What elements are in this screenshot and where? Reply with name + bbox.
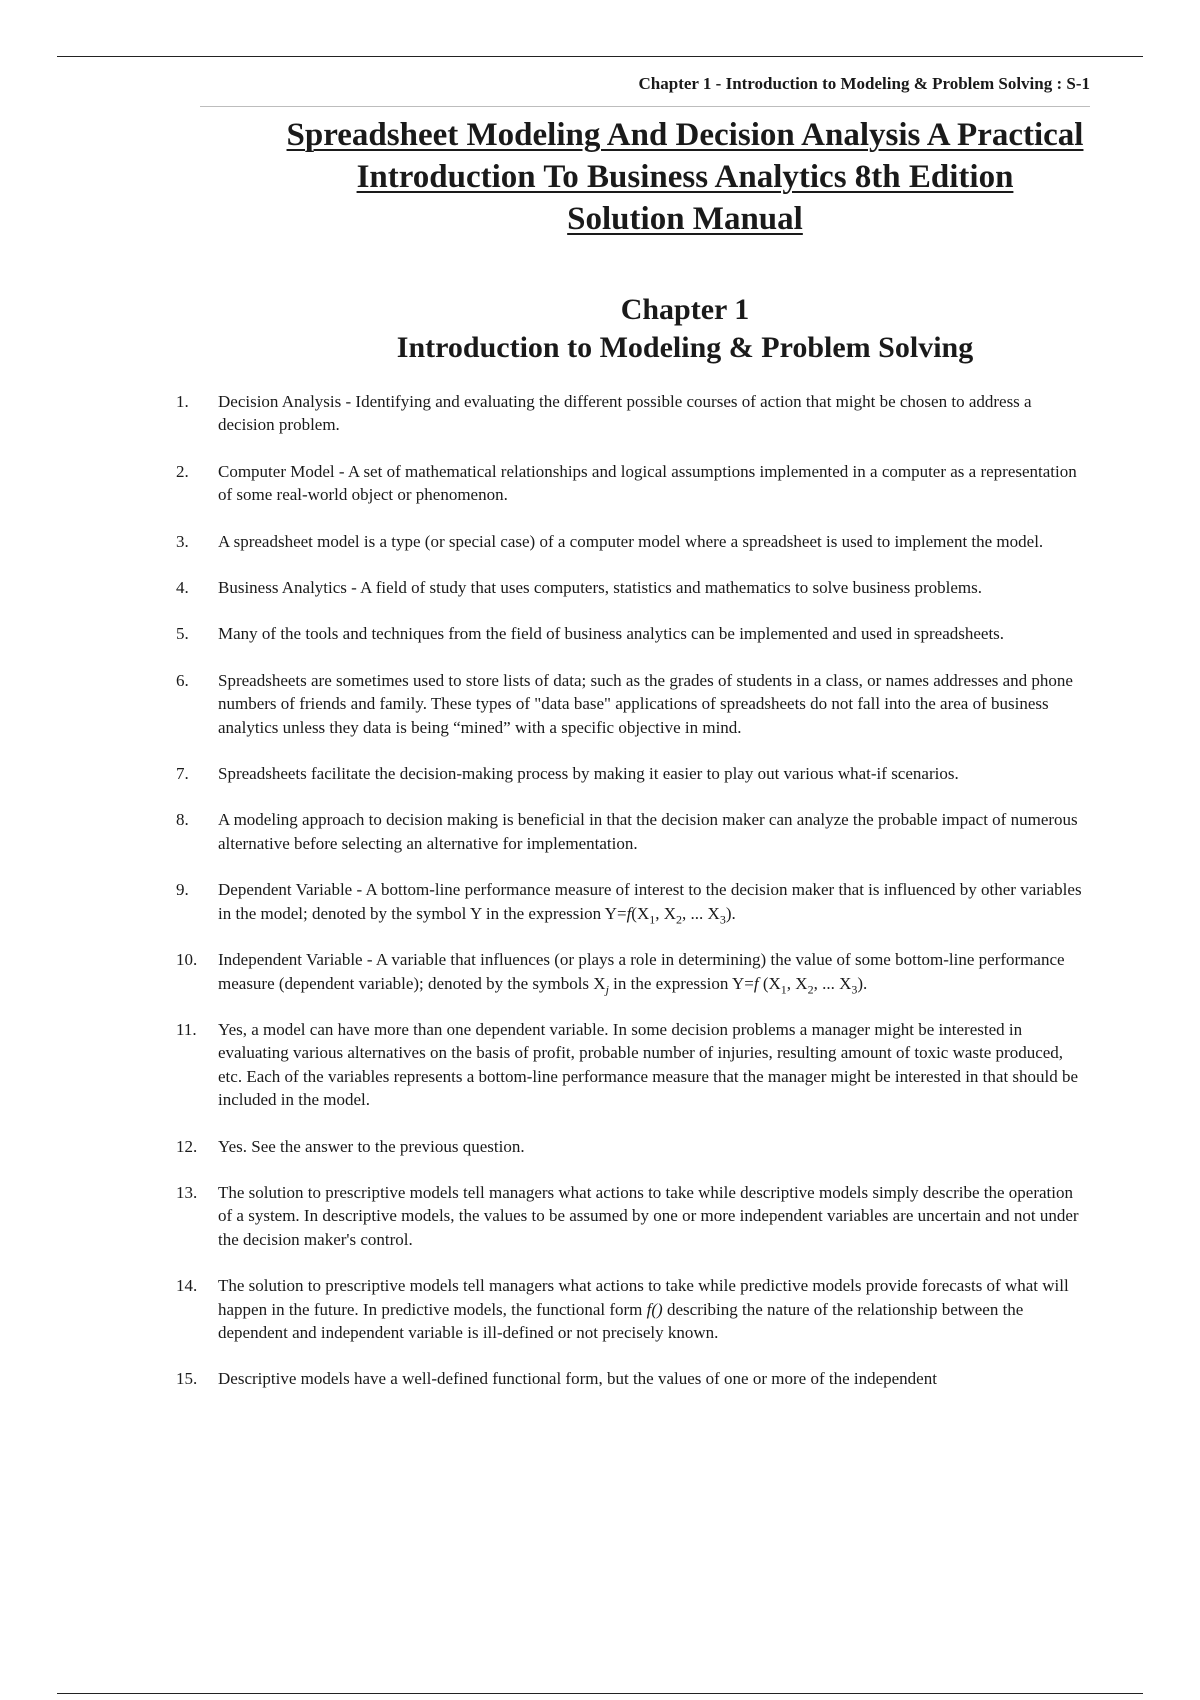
answer-list [176, 390, 1091, 1414]
document-title-line-2: Introduction To Business Analytics 8th Edition [356, 159, 1014, 195]
item-text: Dependent Variable - A bottom-line performance measure of interest to the decision maker that is influenced by other variables in the model; denoted by the symbol Y in the expression $Y=f(X_1$, $X_2$, ... $X_3$). [218, 880, 1082, 927]
item-text: The solution to prescriptive models tell managers what actions to take while descriptive models simply describe the operation of a system. In descriptive models, the values to be assumed by one or more independent variables are uncertain and not under the decision maker's control. [218, 1182, 1079, 1249]
item-text: A modeling approach to decision making is beneficial in that the decision maker can analyze the probable impact of numerous alternative before selecting an alternative for implementation. [218, 810, 1078, 853]
list-item [176, 1367, 1091, 1390]
chapter-name: Introduction to Modeling & Problem Solving [396, 331, 974, 364]
item-text: Decision Analysis - Identifying and evaluating the different possible courses of action that might be chosen to address a decision problem. [218, 392, 1032, 435]
item-text: Many of the tools and techniques from the field of business analytics can be implemented and used in spreadsheets. [218, 624, 1005, 644]
page-bottom-rule [57, 1693, 1143, 1694]
list-item [176, 460, 1091, 507]
item-text: Computer Model - A set of mathematical relationships and logical assumptions implemented in a computer as a representation of some real-world object or phenomenon. [218, 461, 1077, 505]
item-number: 3. [176, 531, 189, 551]
item-text: Spreadsheets facilitate the decision-making process by making it easier to play out various what-if scenarios. [218, 764, 959, 784]
item-text: Yes, a model can have more than one dependent variable. In some decision problems a manager might be interested in evaluating various alternatives on the basis of profit, probable number of injuries, resulting amount of toxic waste produced, etc. Each of the variables represents a bottom-line performance measure that the manager might be interested in that should be included in the model. [218, 1019, 1079, 1110]
list-item [176, 1018, 1091, 1112]
item-text: Spreadsheets are sometimes used to store lists of data; such as the grades of students in a class, or names addresses and phone numbers of friends and family. These types of "data base" applications of spreadsheets do not fall into the area of business analytics unless they data is being “mined” with a specific objective in mind. [218, 670, 1073, 737]
document-title-line-1: Spreadsheet Modeling And Decision Analysis A Practical [286, 117, 1084, 153]
chapter-number: Chapter 1 [620, 293, 750, 326]
document-title [200, 114, 1170, 240]
list-item [176, 669, 1091, 739]
item-number: 13. [176, 1182, 198, 1202]
item-number: 10. [176, 950, 198, 970]
item-number: 5. [176, 624, 189, 644]
list-item [176, 622, 1091, 645]
list-item [176, 576, 1091, 599]
running-header: Chapter 1 - Introduction to Modeling & Problem Solving : S-1 [638, 74, 1090, 93]
list-item [176, 390, 1091, 437]
chapter-heading [200, 291, 1170, 367]
item-text: A spreadsheet model is a type (or special case) of a computer model where a spreadsheet is used to implement the model. [218, 531, 1044, 551]
list-item [176, 948, 1091, 995]
item-number: 4. [176, 578, 189, 598]
item-number: 8. [176, 810, 189, 830]
list-item [176, 530, 1091, 553]
item-text: Yes. See the answer to the previous question. [218, 1136, 525, 1156]
list-item [176, 762, 1091, 785]
list-item [176, 1135, 1091, 1158]
running-header-rule [200, 106, 1090, 107]
item-number: 14. [176, 1276, 198, 1296]
item-number: 11. [176, 1019, 197, 1039]
item-text: The solution to prescriptive models tell managers what actions to take while predictive models provide forecasts of what will happen in the future. In predictive models, the functional form f() describing the nature of the relationship between the dependent and independent variable is ill-defined or not precisely known. [218, 1276, 1069, 1342]
item-number: 12. [176, 1136, 198, 1156]
list-item [176, 1181, 1091, 1251]
list-item [176, 808, 1091, 855]
item-text: Independent Variable - A variable that influences (or plays a role in determining) the value of some bottom-line performance measure (dependent variable); denoted by the symbols $X_j$ in the expression Y=f ($X_1$, $X_2$, ... $X_3$). [218, 950, 1065, 996]
item-number: 7. [176, 764, 189, 784]
item-text: Business Analytics - A field of study that uses computers, statistics and mathematics to solve business problems. [218, 578, 982, 598]
item-number: 2. [176, 461, 189, 481]
page-top-rule [57, 56, 1143, 57]
item-number: 6. [176, 670, 189, 690]
item-number: 1. [176, 392, 189, 411]
item-number: 15. [176, 1369, 198, 1389]
list-item [176, 878, 1091, 925]
list-item [176, 1274, 1091, 1344]
document-title-line-3: Solution Manual [567, 201, 803, 237]
item-number: 9. [176, 880, 189, 900]
item-text: Descriptive models have a well-defined functional form, but the values of one or more of the independent [218, 1369, 937, 1389]
